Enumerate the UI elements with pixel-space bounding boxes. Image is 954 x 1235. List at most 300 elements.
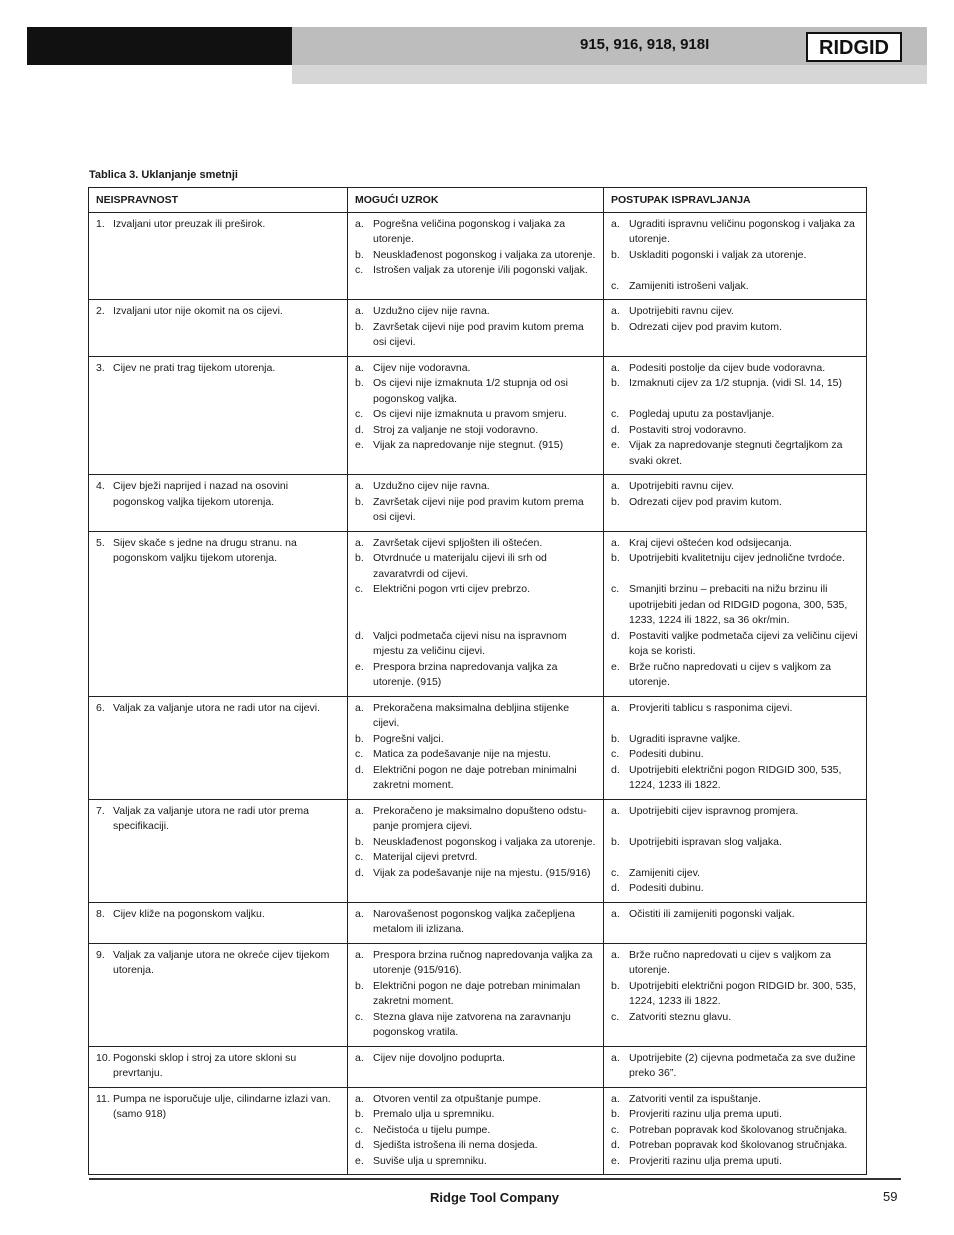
problem-text: Cijev bježi naprijed i nazad na osovini pogonskog valjka tijekom utorenja. [113, 480, 289, 508]
fix-item-letter: a. [611, 305, 620, 317]
cause-item [355, 1138, 597, 1154]
fix-item-text: Izmaknuti cijev za 1/2 stupnja. (vidi Sl. 14, 15) [629, 377, 843, 389]
fix-item-text: Upotrijebiti električni pogon RIDGID br. 300, 535, 1224, 1233 ili 1822. [629, 979, 857, 1007]
cause-item [355, 551, 597, 582]
fix-item-letter: a. [611, 217, 620, 230]
cause-item-text: Otvoren ventil za otpuštanje pumpe. [373, 1092, 542, 1105]
problem-number: 2. [96, 305, 105, 317]
fix-cell [604, 356, 867, 475]
fix-item-letter: b. [611, 377, 620, 389]
fix-item [611, 881, 860, 897]
cause-cell [348, 300, 604, 357]
cause-item-text: Cijev nije vodoravna. [373, 361, 471, 374]
fix-item [611, 1154, 860, 1170]
cause-item-text: Cijev nije dovoljno poduprta. [373, 1051, 505, 1064]
fix-item-letter: b. [611, 732, 620, 745]
problem-text-wrap [96, 304, 341, 320]
table-row [89, 1087, 867, 1175]
fix-item-letter: d. [611, 1139, 620, 1151]
fix-cell [604, 696, 867, 799]
problem-text: Sijev skače s jedne na drugu stranu. na pogonskom valjku tijekom utorenja. [113, 536, 297, 564]
fix-item-letter: c. [611, 583, 620, 595]
fix-cell [604, 212, 867, 300]
cause-item-letter: c. [355, 583, 364, 595]
fix-item [611, 1010, 860, 1026]
problem-text-wrap [96, 217, 341, 233]
cause-item [355, 1107, 597, 1123]
fix-item [611, 1138, 860, 1154]
cause-item-letter: a. [355, 1051, 364, 1064]
cause-item-text: Uzdužno cijev nije ravna. [373, 480, 490, 492]
fix-item-text: Ugraditi ispravnu veličinu pogonskog i valjaka za utorenje. [629, 217, 855, 245]
problem-cell [89, 902, 348, 943]
problem-cell [89, 1087, 348, 1175]
problem-cell [89, 1046, 348, 1087]
fix-item [611, 536, 860, 552]
cause-item-letter: c. [355, 1123, 364, 1136]
problem-number: 3. [96, 361, 105, 374]
fix-cell [604, 531, 867, 696]
problem-cell [89, 475, 348, 532]
cause-item [355, 320, 597, 351]
problem-number: 11. [96, 1092, 110, 1105]
problem-text: Cijev ne prati trag tijekom utorenja. [113, 361, 276, 374]
problem-text: Valjak za valjanje utora ne okreće cijev tijekom utorenja. [113, 948, 330, 976]
problem-cell [89, 212, 348, 300]
problem-text: Pumpa ne isporučuje ulje, cilindarne izlazi van. (samo 918) [113, 1092, 331, 1120]
fix-item [611, 701, 860, 717]
cause-item-letter: d. [355, 423, 364, 436]
table-row [89, 356, 867, 475]
cause-item [355, 582, 597, 598]
cause-item-letter: c. [355, 264, 364, 276]
cause-item [355, 248, 597, 264]
problem-text: Cijev kliže na pogonskom valjku. [113, 907, 265, 920]
cause-item-text: Istrošen valjak za utorenje i/ili pogonski valjak. [373, 264, 588, 276]
fix-item [611, 660, 860, 691]
column-header-fix: POSTUPAK ISPRAVLJANJA [604, 188, 867, 213]
fix-item-letter: b. [611, 552, 620, 564]
cause-item [355, 804, 597, 835]
cause-list [355, 701, 597, 794]
fix-item-letter: b. [611, 320, 620, 333]
cause-cell [348, 356, 604, 475]
fix-item-text: Provjeriti razinu ulja prema uputi. [629, 1154, 782, 1167]
problem-text-wrap [96, 804, 341, 835]
fix-item-letter: c. [611, 1010, 620, 1023]
fix-cell [604, 799, 867, 902]
fix-item-letter: e. [611, 660, 620, 673]
cause-item-letter: c. [355, 851, 364, 863]
fix-item-letter: a. [611, 907, 620, 920]
fix-item-letter: a. [611, 480, 620, 492]
page-number: 59 [883, 1189, 898, 1204]
cause-item-text: Završetak cijevi nije pod pravim kutom prema osi cijevi. [373, 320, 584, 348]
cause-item [355, 1123, 597, 1139]
cause-cell [348, 475, 604, 532]
cause-item-letter: d. [355, 763, 364, 776]
fix-list [611, 1092, 860, 1170]
fix-item [611, 1123, 860, 1139]
cause-list [355, 304, 597, 351]
fix-list [611, 479, 860, 510]
cause-item [355, 438, 597, 454]
cause-item-text: Stezna glava nije zatvorena na zaravnanju pogonskog vratila. [373, 1010, 571, 1038]
cause-list [355, 479, 597, 526]
fix-item [611, 304, 860, 320]
cause-item [355, 304, 597, 320]
fix-item [611, 361, 860, 377]
fix-item-text: Postaviti valjke podmetača cijevi za veličinu cijevi koja se koristi. [629, 629, 858, 657]
fix-item-text: Uskladiti pogonski i valjak za utorenje. [629, 248, 807, 261]
problem-cell [89, 696, 348, 799]
fix-item-text: Brže ručno napredovati u cijev s valjkom za utorenje. [629, 660, 831, 688]
cause-list [355, 536, 597, 691]
problem-number: 1. [96, 217, 105, 230]
fix-item-text: Upotrijebiti ravnu cijev. [629, 305, 734, 317]
cause-item-letter: c. [355, 1010, 364, 1023]
cause-item-text: Uzdužno cijev nije ravna. [373, 305, 490, 317]
fix-item-text: Provjeriti razinu ulja prema uputi. [629, 1108, 782, 1120]
cause-item [355, 850, 597, 866]
fix-item [611, 907, 860, 923]
cause-list [355, 948, 597, 1041]
cause-item [355, 907, 597, 938]
ridgid-logo-text: RIDGID [819, 37, 889, 59]
cause-item-letter: a. [355, 217, 364, 230]
cause-item-text: Vijak za podešavanje nije na mjestu. (915/916) [373, 866, 591, 879]
cause-item [355, 948, 597, 979]
cause-item-letter: e. [355, 439, 364, 451]
cause-list [355, 1092, 597, 1170]
fix-item-letter: a. [611, 361, 620, 374]
table-row [89, 212, 867, 300]
cause-item-text: Prespora brzina ručnog napredovanja valjka za utorenje (915/916). [373, 948, 593, 976]
fix-item-text: Vijak za napredovanje stegnuti čegrtaljkom za svaki okret. [629, 439, 843, 467]
cause-cell [348, 799, 604, 902]
problem-number: 5. [96, 536, 105, 549]
fix-item-text: Upotrijebiti kvalitetniju cijev jednolične tvrdoće. [629, 552, 845, 564]
header-black-bar [27, 27, 292, 65]
fix-item-letter: b. [611, 835, 620, 848]
fix-item [611, 866, 860, 882]
cause-item-letter: a. [355, 948, 364, 961]
cause-item-letter: a. [355, 907, 364, 920]
fix-item-letter: c. [611, 408, 620, 420]
cause-item-text: Premalo ulja u spremniku. [373, 1108, 495, 1120]
fix-item-letter: c. [611, 1123, 620, 1136]
cause-item [355, 376, 597, 407]
cause-cell [348, 943, 604, 1046]
problem-text-wrap [96, 1051, 341, 1082]
table-header-row [89, 188, 867, 213]
fix-list [611, 1051, 860, 1082]
problem-text: Izvaljani utor preuzak ili preširok. [113, 217, 266, 230]
problem-text: Pogonski sklop i stroj za utore skloni su prevrtanju. [113, 1051, 297, 1079]
fix-item-letter: b. [611, 1108, 620, 1120]
table-row [89, 1046, 867, 1087]
cause-item-text: Završetak cijevi spljošten ili oštećen. [373, 536, 543, 549]
cause-item-text: Prekoračeno je maksimalno dopušteno odstu- panje promjera cijevi. [373, 804, 587, 832]
fix-item-letter: d. [611, 882, 620, 894]
fix-item [611, 948, 860, 979]
fix-item [611, 747, 860, 763]
fix-item [611, 1107, 860, 1123]
cause-list [355, 1051, 597, 1067]
cause-item [355, 732, 597, 748]
cause-item-text: Nečistoća u tijelu pumpe. [373, 1123, 491, 1136]
fix-item-text: Podesiti dubinu. [629, 748, 704, 760]
table-row [89, 300, 867, 357]
fix-list [611, 948, 860, 1026]
fix-item [611, 438, 860, 469]
cause-item-text: Stroj za valjanje ne stoji vodoravno. [373, 423, 539, 436]
fix-item-letter: c. [611, 279, 620, 292]
fix-item-letter: d. [611, 629, 620, 642]
fix-item [611, 763, 860, 794]
cause-item [355, 1051, 597, 1067]
fix-item [611, 495, 860, 511]
problem-text-wrap [96, 701, 341, 717]
cause-item-text: Os cijevi nije izmaknuta u pravom smjeru. [373, 408, 567, 420]
fix-item-letter: e. [611, 1154, 620, 1167]
fix-item [611, 407, 860, 423]
header-gray-step [292, 65, 927, 84]
header-models: 915, 916, 918, 918I [580, 36, 710, 53]
problem-text: Valjak za valjanje utora ne radi utor prema specifikaciji. [113, 804, 309, 832]
table-caption: Tablica 3. Uklanjanje smetnji [89, 169, 238, 181]
fix-item-letter: c. [611, 748, 620, 760]
troubleshooting-table [88, 187, 867, 1175]
cause-item-letter: d. [355, 866, 364, 879]
fix-list [611, 907, 860, 923]
cause-cell [348, 212, 604, 300]
problem-text-wrap [96, 536, 341, 567]
fix-item [611, 1051, 860, 1082]
problem-cell [89, 799, 348, 902]
fix-item-text: Zatvoriti steznu glavu. [629, 1010, 732, 1023]
cause-item-letter: a. [355, 480, 364, 492]
fix-item-letter: e. [611, 439, 620, 451]
footer-rule [89, 1178, 901, 1180]
cause-item [355, 660, 597, 691]
fix-item [611, 376, 860, 392]
cause-cell [348, 696, 604, 799]
fix-item-letter: a. [611, 804, 620, 817]
fix-item-text: Zatvoriti ventil za ispuštanje. [629, 1092, 761, 1105]
cause-item-letter: b. [355, 732, 364, 745]
fix-item-text: Upotrijebite (2) cijevna podmetača za sve dužine preko 36”. [629, 1051, 856, 1079]
cause-item-letter: b. [355, 1108, 364, 1120]
cause-item [355, 763, 597, 794]
cause-item [355, 217, 597, 248]
fix-item [611, 248, 860, 264]
cause-item-text: Materijal cijevi pretvrd. [373, 851, 478, 863]
column-header-problem: NEISPRAVNOST [89, 188, 348, 213]
fix-list [611, 536, 860, 691]
fix-item [611, 551, 860, 567]
cause-item-text: Električni pogon ne daje potreban minimalni zakretni moment. [373, 763, 577, 791]
cause-item [355, 866, 597, 882]
cause-list [355, 217, 597, 279]
fix-cell [604, 1046, 867, 1087]
problem-text: Valjak za valjanje utora ne radi utor na cijevi. [113, 701, 321, 714]
fix-item-text: Upotrijebiti električni pogon RIDGID 300, 535, 1224, 1233 ili 1822. [629, 763, 842, 791]
cause-item [355, 835, 597, 851]
cause-item-letter: d. [355, 629, 364, 642]
cause-cell [348, 531, 604, 696]
fix-cell [604, 1087, 867, 1175]
cause-item [355, 423, 597, 439]
fix-item-text: Upotrijebiti ispravan slog valjaka. [629, 835, 782, 848]
fix-item-letter: a. [611, 1051, 620, 1064]
cause-item [355, 747, 597, 763]
table-row [89, 799, 867, 902]
problem-text-wrap [96, 1092, 341, 1123]
cause-item-text: Matica za podešavanje nije na mjestu. [373, 748, 552, 760]
fix-item-text: Podesiti dubinu. [629, 882, 704, 894]
fix-list [611, 217, 860, 295]
table-row [89, 696, 867, 799]
cause-item-text: Električni pogon ne daje potreban minimalan zakretni moment. [373, 979, 581, 1007]
fix-item-text: Upotrijebiti ravnu cijev. [629, 480, 734, 492]
fix-item-text: Smanjiti brzinu – prebaciti na nižu brzinu ili upotrijebiti jedan od RIDGID pogona, 300, 535, 1233, 1224 ili 1822, sa 36 okr/min. [629, 583, 848, 626]
cause-item [355, 407, 597, 423]
fix-item-text: Zamijeniti istrošeni valjak. [629, 279, 749, 292]
cause-cell [348, 902, 604, 943]
cause-item [355, 479, 597, 495]
fix-item-letter: c. [611, 866, 620, 879]
cause-cell [348, 1046, 604, 1087]
cause-item-text: Narovašenost pogonskog valjka začepljena metalom ili izlizana. [373, 907, 575, 935]
cause-item-letter: d. [355, 1139, 364, 1151]
cause-item [355, 1154, 597, 1170]
cause-item-letter: c. [355, 408, 364, 420]
fix-item-letter: b. [611, 979, 620, 992]
cause-item-letter: b. [355, 248, 364, 261]
fix-item-text: Brže ručno napredovati u cijev s valjkom za utorenje. [629, 948, 831, 976]
cause-item-letter: a. [355, 536, 364, 549]
fix-cell [604, 902, 867, 943]
cause-item-letter: b. [355, 552, 364, 564]
problem-text-wrap [96, 479, 341, 510]
cause-item [355, 263, 597, 279]
cause-item [355, 701, 597, 732]
cause-item [355, 1092, 597, 1108]
table-row [89, 475, 867, 532]
problem-cell [89, 943, 348, 1046]
cause-item-letter: b. [355, 320, 364, 333]
cause-item [355, 361, 597, 377]
fix-cell [604, 943, 867, 1046]
fix-item [611, 835, 860, 851]
table-row [89, 902, 867, 943]
cause-item-text: Prekoračena maksimalna debljina stijenke cijevi. [373, 701, 570, 729]
footer-company: Ridge Tool Company [430, 1190, 560, 1205]
table-row [89, 531, 867, 696]
fix-list [611, 361, 860, 470]
cause-item-text: Pogrešna veličina pogonskog i valjaka za utorenje. [373, 217, 566, 245]
fix-item-letter: b. [611, 495, 620, 508]
fix-list [611, 701, 860, 794]
cause-item-text: Električni pogon vrti cijev prebrzo. [373, 583, 530, 595]
problem-number: 8. [96, 907, 105, 920]
table-row [89, 943, 867, 1046]
fix-item-text: Podesiti postolje da cijev bude vodoravna. [629, 361, 826, 374]
cause-item-letter: b. [355, 377, 364, 389]
cause-item-letter: b. [355, 835, 364, 848]
fix-item [611, 279, 860, 295]
cause-item [355, 536, 597, 552]
fix-item-text: Provjeriti tablicu s rasponima cijevi. [629, 701, 793, 714]
cause-item-text: Neusklađenost pogonskog i valjaka za utorenje. [373, 248, 596, 261]
cause-item-text: Pogrešni valjci. [373, 732, 444, 745]
cause-item-letter: b. [355, 495, 364, 508]
fix-item-letter: d. [611, 423, 620, 436]
problem-number: 10. [96, 1051, 111, 1064]
fix-list [611, 304, 860, 335]
fix-item [611, 479, 860, 495]
cause-cell [348, 1087, 604, 1175]
cause-item-letter: c. [355, 748, 364, 760]
fix-item [611, 320, 860, 336]
cause-list [355, 804, 597, 882]
fix-item-letter: b. [611, 248, 620, 261]
cause-item-text: Prespora brzina napredovanja valjka za utorenje. (915) [373, 660, 558, 688]
fix-item-letter: a. [611, 536, 620, 549]
fix-item [611, 1092, 860, 1108]
column-header-cause: MOGUĆI UZROK [348, 188, 604, 213]
fix-item [611, 804, 860, 820]
cause-item-text: Završetak cijevi nije pod pravim kutom prema osi cijevi. [373, 495, 584, 523]
fix-item-text: Potreban popravak kod školovanog stručnjaka. [629, 1123, 848, 1136]
cause-item-text: Suviše ulja u spremniku. [373, 1154, 487, 1167]
cause-item-letter: a. [355, 1092, 364, 1105]
ridgid-logo [806, 32, 902, 62]
fix-item-letter: d. [611, 763, 620, 776]
fix-item [611, 979, 860, 1010]
cause-item-text: Os cijevi nije izmaknuta 1/2 stupnja od osi pogonskog valjka. [373, 377, 568, 405]
fix-item-text: Pogledaj uputu za postavljanje. [629, 408, 775, 420]
cause-item [355, 495, 597, 526]
cause-item-text: Otvrdnuće u materijalu cijevi ili srh od zavaratvrdi od cijevi. [373, 552, 547, 580]
cause-item-letter: e. [355, 1154, 364, 1167]
fix-item-text: Upotrijebiti cijev ispravnog promjera. [629, 804, 799, 817]
cause-item-text: Valjci podmetača cijevi nisu na ispravnom mjestu za veličinu cijevi. [373, 629, 567, 657]
cause-item-letter: a. [355, 701, 364, 714]
fix-list [611, 804, 860, 897]
problem-number: 4. [96, 480, 105, 492]
fix-item [611, 423, 860, 439]
fix-item [611, 217, 860, 248]
cause-item-letter: a. [355, 804, 364, 817]
fix-item-text: Zamijeniti cijev. [629, 866, 700, 879]
problem-text-wrap [96, 907, 341, 923]
fix-item-text: Potreban popravak kod školovanog stručnjaka. [629, 1139, 848, 1151]
cause-list [355, 361, 597, 454]
fix-item-text: Postaviti stroj vodoravno. [629, 423, 747, 436]
cause-item-letter: e. [355, 660, 364, 673]
fix-item [611, 629, 860, 660]
cause-item [355, 629, 597, 660]
cause-item-text: Neusklađenost pogonskog i valjaka za utorenje. [373, 835, 596, 848]
problem-number: 6. [96, 701, 105, 714]
problem-text-wrap [96, 948, 341, 979]
cause-item-letter: b. [355, 979, 364, 992]
cause-item-letter: a. [355, 305, 364, 317]
fix-item-text: Očistiti ili zamijeniti pogonski valjak. [629, 907, 795, 920]
fix-item [611, 582, 860, 629]
